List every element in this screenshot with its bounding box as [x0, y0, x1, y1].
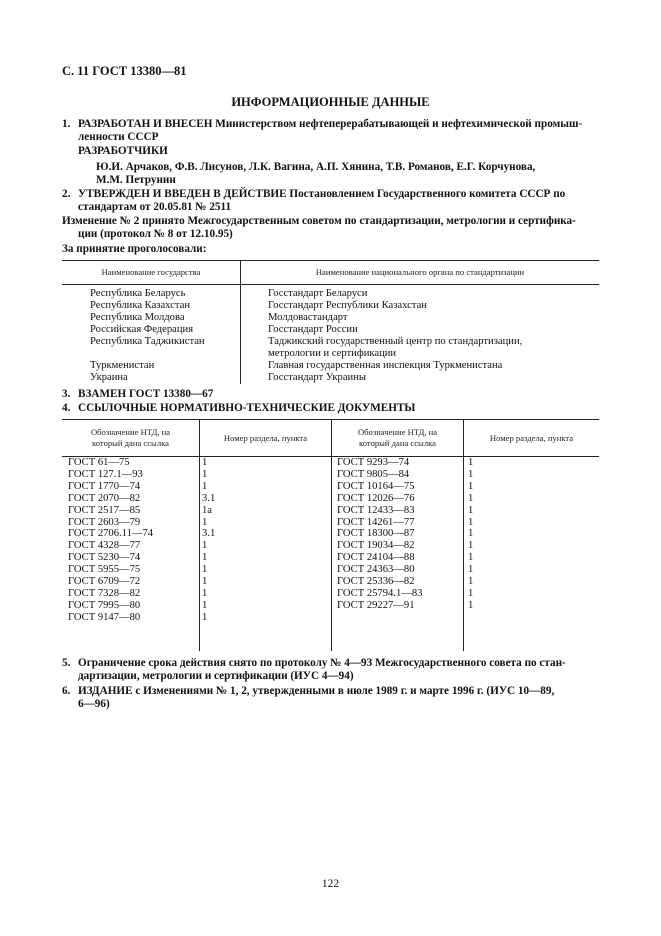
ref-doc: ГОСТ 14261—77: [337, 516, 415, 528]
ref-doc: ГОСТ 5230—74: [68, 552, 141, 564]
section-1-line2: ленности СССР: [78, 131, 159, 143]
ref-doc: ГОСТ 10164—75: [337, 480, 415, 492]
state-name: Российская Федерация: [90, 324, 194, 335]
state-org: Госстандарт Украины: [268, 372, 366, 383]
state-org: Госстандарт Республики Казахстан: [268, 300, 427, 311]
state-org: Молдовастандарт: [268, 312, 348, 323]
ref-doc: ГОСТ 7995—80: [68, 599, 141, 611]
ref-doc: ГОСТ 4328—77: [68, 540, 141, 552]
refs-divider-1: [199, 419, 200, 651]
ref-section: 1: [468, 504, 474, 516]
ref-doc: ГОСТ 2517—85: [68, 504, 141, 516]
ref-doc: ГОСТ 6709—72: [68, 576, 141, 587]
ref-doc: ГОСТ 9147—80: [68, 611, 141, 623]
section-1-number: 1.: [62, 118, 71, 130]
state-name: Республика Казахстан: [90, 300, 191, 311]
states-header-state: Наименование государства: [101, 267, 201, 277]
state-name: Республика Таджикистан: [90, 336, 205, 347]
ref-section: 1: [202, 611, 208, 623]
page-title: ИНФОРМАЦИОННЫЕ ДАННЫЕ: [231, 95, 430, 109]
section-1-line1: РАЗРАБОТАН И ВНЕСЕН Министерством нефтеперерабатывающей и нефтехимической промыш-: [78, 118, 583, 130]
section-4-text: ССЫЛОЧНЫЕ НОРМАТИВНО-ТЕХНИЧЕСКИЕ ДОКУМЕНТЫ: [78, 402, 416, 414]
section-3-number: 3.: [62, 388, 71, 400]
ref-doc: ГОСТ 7328—82: [68, 587, 141, 599]
ref-section: 1: [202, 540, 208, 552]
ref-section: 1: [468, 587, 474, 599]
ref-section: 1: [468, 457, 474, 468]
ref-doc: ГОСТ 127.1—93: [68, 468, 143, 480]
page-number: 122: [321, 878, 340, 890]
ref-section: 1: [202, 552, 208, 564]
state-name: Украина: [90, 372, 128, 383]
ref-doc: ГОСТ 29227—91: [337, 599, 415, 611]
ref-section: 1: [468, 480, 474, 492]
section-6-line2: 6—96): [78, 698, 110, 710]
state-org: Госстандарт Беларуси: [268, 288, 368, 299]
ref-section: 1: [468, 516, 474, 528]
section-5-line2: дартизации, метрологии и сертификации (ИУС 4—94): [78, 670, 354, 682]
ref-section: 1: [468, 552, 474, 564]
section-2-line1: УТВЕРЖДЕН И ВВЕДЕН В ДЕЙСТВИЕ Постановлением Государственного комитета СССР по: [78, 188, 566, 200]
refs-header-doc-right-line2: который дана ссылка: [359, 438, 436, 448]
section-5-line1: Ограничение срока действия снято по протоколу № 4—93 Межгосударственного совета по стан-: [78, 657, 566, 669]
ref-doc: ГОСТ 2706.11—74: [68, 528, 154, 540]
ref-section: 1: [468, 468, 474, 480]
ref-doc: ГОСТ 5955—75: [68, 564, 141, 576]
section-6-line1: ИЗДАНИЕ с Изменениями № 1, 2, утвержденными в июле 1989 г. и марте 1996 г. (ИУС 10—89,: [78, 685, 555, 697]
state-org: Таджикский государственный центр по стандартизации,: [268, 336, 523, 347]
ref-doc: ГОСТ 1770—74: [68, 480, 141, 492]
ref-section: 1: [202, 480, 208, 492]
ref-section: 1: [468, 540, 474, 552]
section-2-line2: стандартам от 20.05.81 № 2511: [78, 201, 232, 213]
refs-divider-3: [463, 419, 464, 651]
ref-doc: ГОСТ 19034—82: [337, 540, 415, 552]
page-header: С. 11 ГОСТ 13380—81: [62, 64, 187, 78]
developers-line2: М.М. Петрунин: [96, 174, 176, 186]
section-2-number: 2.: [62, 188, 71, 200]
state-name: Республика Беларусь: [90, 288, 186, 299]
ref-section: 1: [202, 457, 208, 468]
ref-section: 1: [202, 587, 208, 599]
ref-section: 1: [202, 516, 208, 528]
refs-header-sec-right: Номер раздела, пункта: [489, 433, 574, 443]
state-name: Республика Молдова: [90, 312, 185, 323]
ref-doc: ГОСТ 12026—76: [337, 492, 415, 504]
ref-doc: ГОСТ 24363—80: [337, 564, 415, 576]
developers-label: РАЗРАБОТЧИКИ: [78, 145, 168, 157]
ref-doc: ГОСТ 2603—79: [68, 516, 141, 528]
ref-doc: ГОСТ 2070—82: [68, 492, 141, 504]
states-header-org: Наименование национального органа по стандартизации: [315, 267, 525, 277]
ref-section: 3.1: [202, 492, 216, 504]
ref-section: 1: [202, 576, 208, 587]
states-table-header-rule: [62, 284, 599, 285]
states-table-top-rule: [62, 260, 599, 261]
ref-doc: ГОСТ 18300—87: [337, 528, 415, 540]
refs-header-doc-left-line2: который дана ссылка: [92, 438, 169, 448]
section-4-number: 4.: [62, 402, 71, 414]
change-note-line1: Изменение № 2 принято Межгосударственным советом по стандартизации, метрологии и сертифика-: [62, 215, 576, 227]
refs-header-sec-left: Номер раздела, пункта: [223, 433, 308, 443]
states-table-divider: [240, 260, 241, 384]
ref-section: 1: [202, 599, 208, 611]
ref-doc: ГОСТ 25794.1—83: [337, 587, 423, 599]
ref-doc: ГОСТ 9293—74: [337, 457, 410, 468]
ref-doc: ГОСТ 25336—82: [337, 576, 415, 587]
ref-section: 1а: [202, 504, 212, 516]
ref-doc: ГОСТ 61—75: [68, 457, 130, 468]
ref-section: 1: [468, 576, 474, 587]
ref-section: 1: [202, 468, 208, 480]
ref-doc: ГОСТ 24104—88: [337, 552, 415, 564]
section-6-number: 6.: [62, 685, 71, 697]
ref-section: 3.1: [202, 528, 216, 540]
refs-divider-2: [331, 419, 332, 651]
ref-section: 1: [468, 564, 474, 576]
state-org: Главная государственная инспекция Туркменистана: [268, 360, 503, 371]
developers-line1: Ю.И. Арчаков, Ф.В. Лисунов, Л.К. Вагина, А.П. Хянина, Т.В. Романов, Е.Г. Корчунова,: [96, 161, 536, 173]
section-5-number: 5.: [62, 657, 71, 669]
ref-section: 1: [468, 599, 474, 611]
ref-section: 1: [468, 492, 474, 504]
section-3-text: ВЗАМЕН ГОСТ 13380—67: [78, 388, 214, 400]
ref-section: 1: [202, 564, 208, 576]
ref-section: 1: [468, 528, 474, 540]
state-name: Туркменистан: [90, 360, 155, 371]
state-org-continued: метрологии и сертификации: [268, 348, 397, 359]
refs-header-doc-left-line1: Обозначение НТД, на: [90, 427, 171, 437]
vote-label: За принятие проголосовали:: [62, 243, 207, 255]
ref-doc: ГОСТ 9805—84: [337, 468, 410, 480]
state-org: Госстандарт России: [268, 324, 358, 335]
ref-doc: ГОСТ 12433—83: [337, 504, 415, 516]
change-note-line2: ции (протокол № 8 от 12.10.95): [78, 228, 233, 240]
refs-header-doc-right-line1: Обозначение НТД, на: [357, 427, 438, 437]
